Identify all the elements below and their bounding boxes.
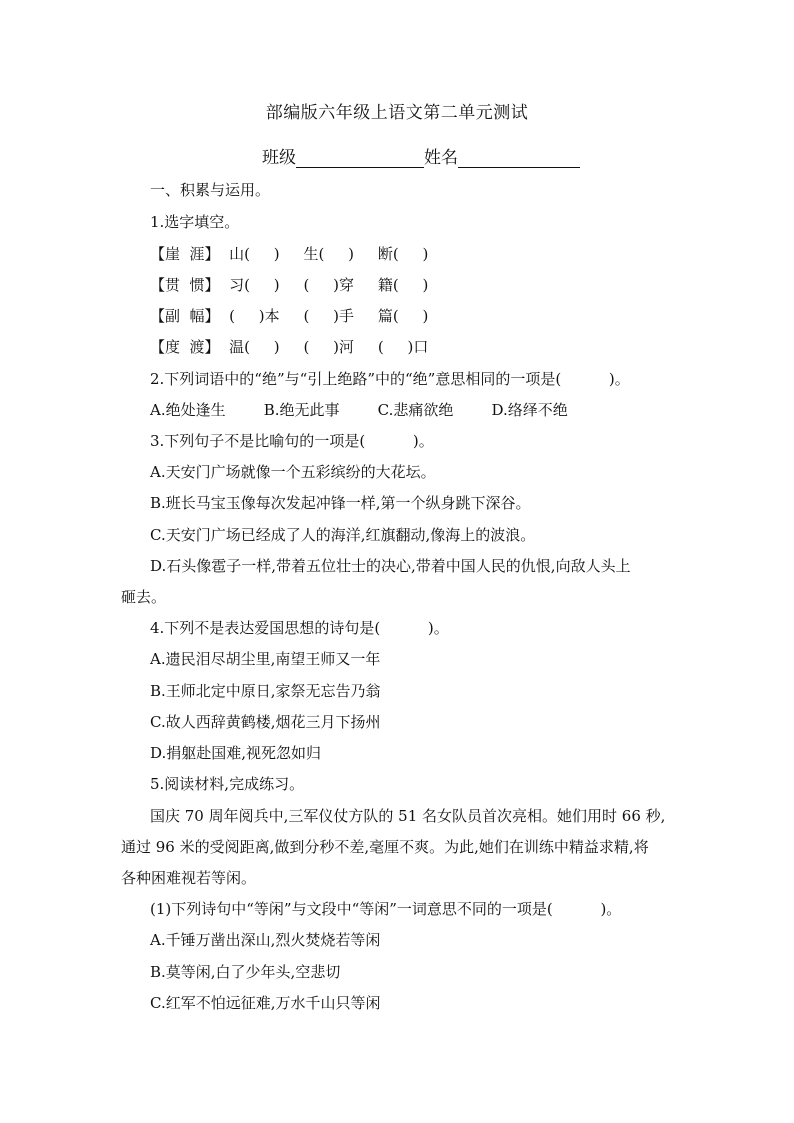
class-label: 班级 [262, 148, 296, 168]
class-name-line [262, 143, 580, 168]
option-4d: D.捐躯赴国难,视死忽如归 [150, 744, 322, 762]
option-3a: A.天安门广场就像一个五彩缤纷的大花坛。 [150, 463, 436, 481]
fill-row-du: 【度 渡】 温( ) ( )河 ( )口 [150, 338, 429, 356]
option-3d-cont: 砸去。 [121, 588, 167, 606]
question-5: 5.阅读材料,完成练习。 [150, 775, 305, 793]
passage-line-1: 国庆 70 周年阅兵中,三军仪仗方队的 51 名女队员首次亮相。她们用时 66 秒, [150, 807, 666, 825]
question-1: 1.选字填空。 [150, 213, 240, 231]
option-3c: C.天安门广场已经成了人的海洋,红旗翻动,像海上的波浪。 [150, 526, 536, 544]
name-blank [458, 149, 560, 168]
passage-line-3: 各种困难视若等闲。 [121, 869, 257, 887]
option-5b: B.莫等闲,白了少年头,空悲切 [150, 963, 341, 981]
page-title: 部编版六年级上语文第二单元测试 [265, 103, 529, 123]
question-3: 3.下列句子不是比喻句的一项是( )。 [150, 432, 434, 450]
passage-line-2: 通过 96 米的受阅距离,做到分秒不差,毫厘不爽。为此,她们在训练中精益求精,将 [121, 838, 649, 856]
fill-row-guan: 【贯 惯】 习( ) ( )穿 籍( ) [150, 276, 429, 294]
option-3b: B.班长马宝玉像每次发起冲锋一样,第一个纵身跳下深谷。 [150, 494, 531, 512]
option-4c: C.故人西辞黄鹤楼,烟花三月下扬州 [150, 713, 381, 731]
name-label: 姓名 [424, 148, 458, 168]
option-5c: C.红军不怕远征难,万水千山只等闲 [150, 994, 381, 1012]
fill-row-fu: 【副 幅】 ( )本 ( )手 篇( ) [150, 307, 429, 325]
question-5-1: (1)下列诗句中“等闲”与文段中“等闲”一词意思不同的一项是( )。 [150, 900, 622, 918]
option-5a: A.千锤万凿出深山,烈火焚烧若等闲 [150, 931, 381, 949]
option-4a: A.遗民泪尽胡尘里,南望王师又一年 [150, 650, 381, 668]
question-4: 4.下列不是表达爱国思想的诗句是( )。 [150, 619, 449, 637]
option-3d: D.石头像雹子一样,带着五位壮士的决心,带着中国人民的仇恨,向敌人头上 [150, 557, 631, 575]
question-2: 2.下列词语中的“绝”与“引上绝路”中的“绝”意思相同的一项是( )。 [150, 370, 630, 388]
name-tail [560, 149, 580, 168]
class-blank [296, 149, 424, 168]
section-heading: 一、积累与运用。 [150, 181, 271, 199]
option-4b: B.王师北定中原日,家祭无忘告乃翁 [150, 682, 381, 700]
fill-row-ya: 【崖 涯】 山( ) 生( ) 断( ) [150, 245, 429, 263]
question-2-options: A.绝处逢生 B.绝无此事 C.悲痛欲绝 D.络绎不绝 [150, 401, 568, 419]
